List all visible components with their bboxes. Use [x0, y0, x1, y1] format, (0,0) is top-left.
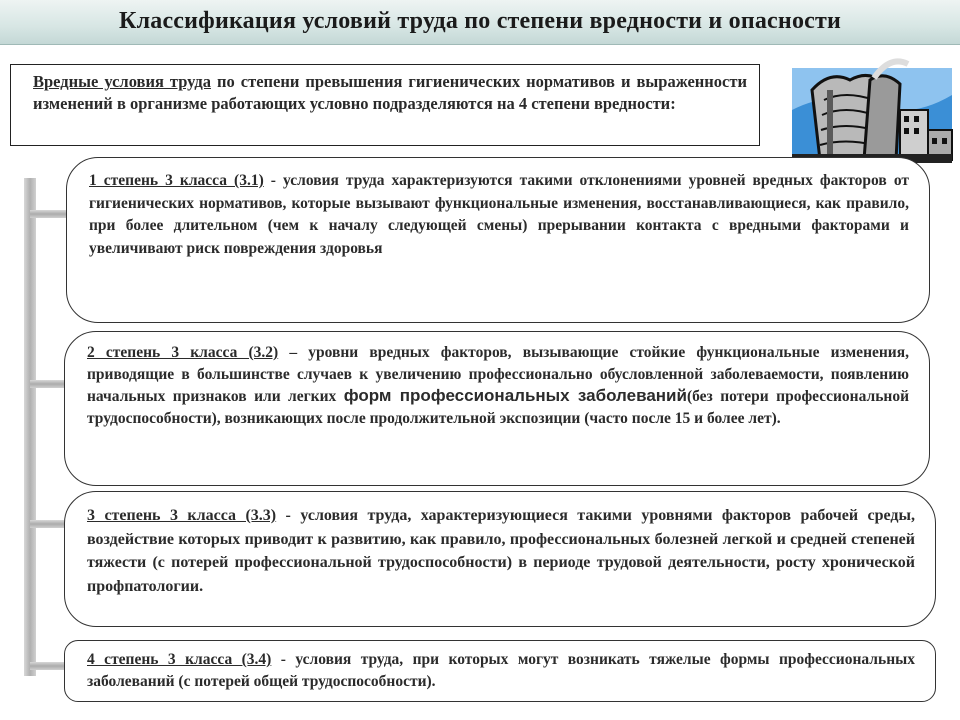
degree-2-code: 2 степень 3 класса (3.2)	[87, 344, 279, 361]
degree-card-2	[64, 331, 930, 486]
degree-4-desc: - условия труда, при которых могут возникать тяжелые формы профессиональных заболеваний (с потерей общей трудоспособности).	[87, 651, 915, 690]
title-bar	[0, 0, 960, 45]
degree-1-desc: - условия труда характеризуются такими отклонениями уровней вредных факторов от гигиенических нормативов, которые вызывают функциональные изменения, восстанавливающиеся, как правило, при более длительном (чем к началу следующей смены) прерывании контакта с вредными факторами и увеличивают риск повреждения здоровья	[89, 172, 909, 257]
degree-2-desc-after: (без потери профессиональной трудоспособности), возникающих после продолжительной экспозиции (часто после 15 и более лет).	[87, 388, 909, 427]
connector-4	[30, 662, 68, 670]
connector-rail	[24, 178, 36, 676]
connector-1	[30, 210, 68, 218]
degree-3-text	[87, 504, 915, 598]
degree-2-emphasis: форм профессиональных заболеваний	[343, 386, 687, 405]
intro-box	[10, 64, 760, 146]
degree-4-code: 4 степень 3 класса (3.4)	[87, 651, 272, 668]
degree-2-desc: – уровни вредных факторов, вызывающие стойкие функциональные изменения, приводящие в большинстве случаев к увеличению профессионально обусловленной заболеваемости, появлению начальных признаков или легких	[87, 344, 909, 405]
degree-card-4	[64, 640, 936, 702]
intro-rest: по степени превышения гигиенических нормативов и выраженности изменений в организме работающих условно подразделяются на 4 степени вредности:	[33, 72, 747, 113]
degree-3-desc: - условия труда, характеризующиеся такими уровнями факторов рабочей среды, воздействие которых приводит к развитию, как правило, профессиональных болезней легкой и средней степеней тяжести (с потерей профессиональной трудоспособности) в периоде трудовой деятельности, росту хронической профпатологии.	[87, 507, 916, 595]
degree-1-code: 1 степень 3 класса (3.1)	[89, 172, 264, 189]
degree-3-code: 3 степень 3 класса (3.3)	[87, 507, 277, 524]
intro-lead: Вредные условия труда	[33, 72, 211, 91]
page-title: Классификация условий труда по степени вредности и опасности	[118, 8, 842, 34]
factory-illustration-icon	[790, 50, 955, 165]
degree-card-1	[66, 157, 930, 323]
degree-4-text	[87, 649, 915, 693]
degree-card-3	[64, 491, 936, 627]
degree-1-text	[89, 170, 909, 260]
connector-2	[30, 380, 68, 388]
degree-2-text	[87, 342, 909, 429]
intro-text	[33, 71, 747, 115]
connector-3	[30, 520, 68, 528]
